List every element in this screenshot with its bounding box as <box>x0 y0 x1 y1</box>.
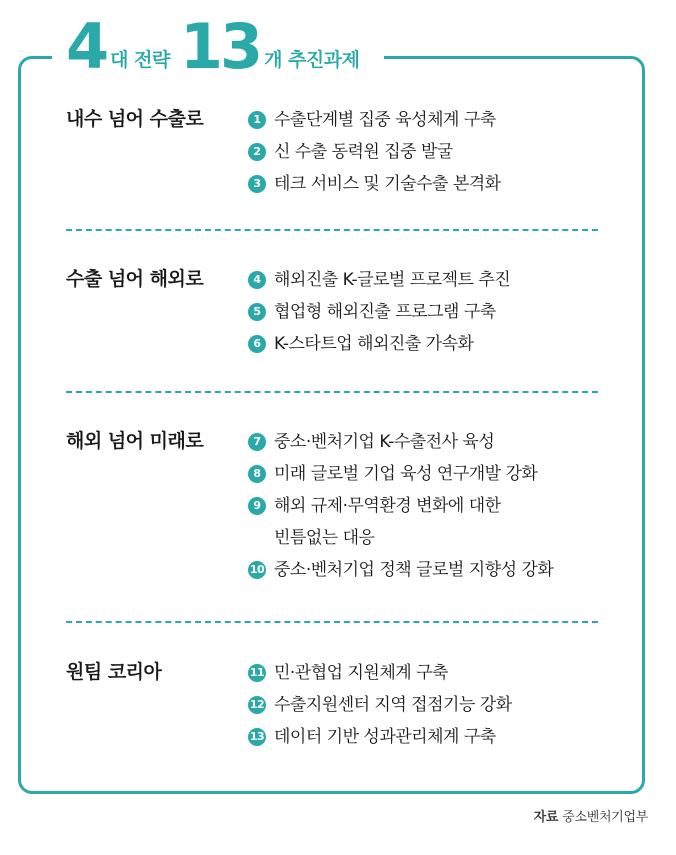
source-label: 자료 <box>533 810 559 825</box>
task-number-badge: 10 <box>248 561 266 579</box>
task-number-badge: 13 <box>248 728 266 746</box>
task-item <box>248 264 608 296</box>
title-label-strategies: 대 전략 <box>110 49 170 71</box>
task-number-badge: 8 <box>248 465 266 483</box>
task-item <box>248 328 608 360</box>
task-text: 중소·벤처기업 정책 글로벌 지향성 강화 <box>274 560 554 580</box>
strategy-label: 원팀 코리아 <box>66 661 162 683</box>
strategy-label: 해외 넘어 미래로 <box>66 430 204 452</box>
title-number-tasks: 13 <box>179 10 261 83</box>
task-text: 테크 서비스 및 기술수출 본격화 <box>274 174 501 194</box>
task-number-badge: 4 <box>248 271 266 289</box>
task-item <box>248 168 608 200</box>
source-text: 중소벤처기업부 <box>562 810 648 825</box>
task-text: 해외 규제·무역환경 변화에 대한 <box>274 496 501 516</box>
task-item <box>248 721 608 753</box>
task-number-badge: 12 <box>248 696 266 714</box>
task-item <box>248 296 608 328</box>
task-text: 수출지원센터 지역 접점기능 강화 <box>274 695 512 715</box>
task-number-badge: 7 <box>248 433 266 451</box>
task-item <box>248 458 608 490</box>
task-text: K-스타트업 해외진출 가속화 <box>274 334 474 354</box>
task-item <box>248 657 608 689</box>
task-text: 협업형 해외진출 프로그램 구축 <box>274 302 496 322</box>
task-text-continued: 빈틈없는 대응 <box>274 528 375 548</box>
task-list <box>248 104 608 200</box>
task-number-badge: 9 <box>248 497 266 515</box>
task-list <box>248 264 608 360</box>
strategy-label: 내수 넘어 수출로 <box>66 108 204 130</box>
task-text: 신 수출 동력원 집중 발굴 <box>274 142 453 162</box>
task-text: 미래 글로벌 기업 육성 연구개발 강화 <box>274 464 538 484</box>
task-text: 민·관협업 지원체계 구축 <box>274 663 448 683</box>
source-note <box>534 806 648 825</box>
task-number-badge: 1 <box>248 111 266 129</box>
task-number-badge: 3 <box>248 175 266 193</box>
task-number-badge: 5 <box>248 303 266 321</box>
task-item <box>248 426 608 458</box>
task-list <box>248 426 608 586</box>
task-item <box>248 104 608 136</box>
title-label-tasks: 개 추진과제 <box>264 49 360 71</box>
task-item <box>248 136 608 168</box>
strategy-label: 수출 넘어 해외로 <box>66 268 204 290</box>
section-divider <box>66 621 598 623</box>
task-number-badge: 6 <box>248 335 266 353</box>
page-title <box>52 8 384 83</box>
task-text: 해외진출 K-글로벌 프로젝트 추진 <box>274 270 511 290</box>
section-divider <box>66 391 598 393</box>
section-divider <box>66 229 598 231</box>
task-item <box>248 689 608 721</box>
task-text: 중소·벤처기업 K-수출전사 육성 <box>274 432 495 452</box>
task-list <box>248 657 608 753</box>
task-number-badge: 11 <box>248 664 266 682</box>
title-number-strategies: 4 <box>66 10 107 83</box>
task-item <box>248 490 608 554</box>
task-item <box>248 554 608 586</box>
task-text: 수출단계별 집중 육성체계 구축 <box>274 110 496 130</box>
task-number-badge: 2 <box>248 143 266 161</box>
task-text: 데이터 기반 성과관리체계 구축 <box>274 727 496 747</box>
